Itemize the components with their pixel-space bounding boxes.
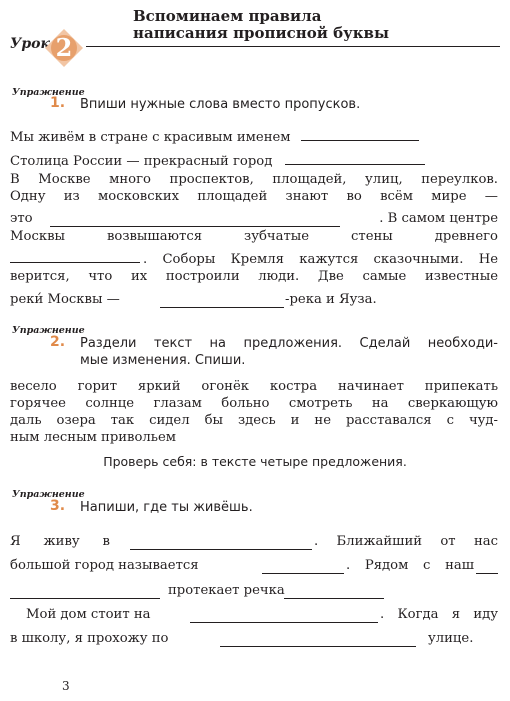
fill-blank[interactable] xyxy=(262,563,344,574)
exercise-2-title-line-1: Раздели текст на предложения. Сделай необходи- xyxy=(80,336,498,351)
fill-blank[interactable] xyxy=(190,612,378,623)
fill-blank[interactable] xyxy=(160,297,284,308)
exercise-2-title-line-2: мые изменения. Спиши. xyxy=(80,353,246,368)
lesson-number: 2 xyxy=(55,33,73,62)
ex3-line-1b: . Ближайший от нас xyxy=(314,534,498,549)
page-number: 3 xyxy=(62,679,70,693)
title-line-1: Вспоминаем правила xyxy=(133,7,322,25)
exercise-1-number: 1. xyxy=(50,95,66,111)
ex3-line-1a: Я живу в xyxy=(10,534,110,549)
ex3-line-4a: Мой дом стоит на xyxy=(26,607,151,622)
ex1-line-2: Столица России — прекрасный город xyxy=(10,153,498,171)
fill-blank[interactable] xyxy=(301,130,419,141)
fill-blank[interactable] xyxy=(10,252,140,263)
ex3-line-2a: большой город называется xyxy=(10,558,199,573)
fill-blank[interactable] xyxy=(10,588,160,599)
ex1-line-6: Москвы возвышаются зубчатые стены древнего xyxy=(10,229,498,244)
exercise-3-label: Упражнение xyxy=(12,489,85,500)
ex1-line-3: В Москве много проспектов, площадей, улиц, переулков. xyxy=(10,172,498,187)
ex2-line-2: горячее солнце глазам больно смотреть на сверкающую xyxy=(10,396,498,411)
fill-blank[interactable] xyxy=(220,636,416,647)
exercise-3-title: Напиши, где ты живёшь. xyxy=(80,500,253,515)
ex2-line-1: весело горит яркий огонёк костра начинает припекать xyxy=(10,379,498,394)
exercise-3-number: 3. xyxy=(50,498,66,514)
ex1-line-4: Одну из московских площадей знают во всём мире — xyxy=(10,189,498,204)
exercise-2-label: Упражнение xyxy=(12,325,85,336)
fill-blank[interactable] xyxy=(50,216,340,227)
ex3-line-5b: улице. xyxy=(428,631,474,646)
title-line-2: написания прописной буквы xyxy=(133,24,390,42)
ex3-line-4b: . Когда я иду xyxy=(380,607,498,622)
ex1-line-8: верится, что их построили люди. Две самые известные xyxy=(10,269,498,284)
lesson-label: Урок xyxy=(10,36,50,52)
fill-blank[interactable] xyxy=(284,588,384,599)
exercise-2-number: 2. xyxy=(50,334,66,350)
ex3-line-5a: в школу, я прохожу по xyxy=(10,631,169,646)
ex1-line-9a: реки́ Москвы — xyxy=(10,292,120,307)
exercise-1-label: Упражнение xyxy=(12,87,85,98)
header-divider xyxy=(86,46,500,47)
fill-blank[interactable] xyxy=(476,563,498,574)
ex1-line-9b: -река и Яуза. xyxy=(285,292,377,307)
ex1-line-5b: . В самом центре xyxy=(379,211,498,226)
page-title xyxy=(133,8,493,42)
lesson-number-badge xyxy=(44,28,84,68)
exercise-1-title: Впиши нужные слова вместо пропусков. xyxy=(80,97,361,112)
ex1-line-7: . Соборы Кремля кажутся сказочными. Не xyxy=(143,252,498,267)
ex1-line-5a: это xyxy=(10,211,33,226)
ex1-line-1: Мы живём в стране с красивым именем xyxy=(10,129,498,147)
fill-blank[interactable] xyxy=(130,539,312,550)
self-check-note: Проверь себя: в тексте четыре предложения. xyxy=(103,454,407,469)
ex2-line-4: ным лесным привольем xyxy=(10,430,177,445)
ex3-line-2b: . Рядом с наш xyxy=(346,558,474,573)
ex2-line-3: даль озера так сидел бы здесь и не расставался с чуд- xyxy=(10,413,498,428)
fill-blank[interactable] xyxy=(285,154,425,165)
ex3-line-3a: протекает речка xyxy=(168,583,285,598)
